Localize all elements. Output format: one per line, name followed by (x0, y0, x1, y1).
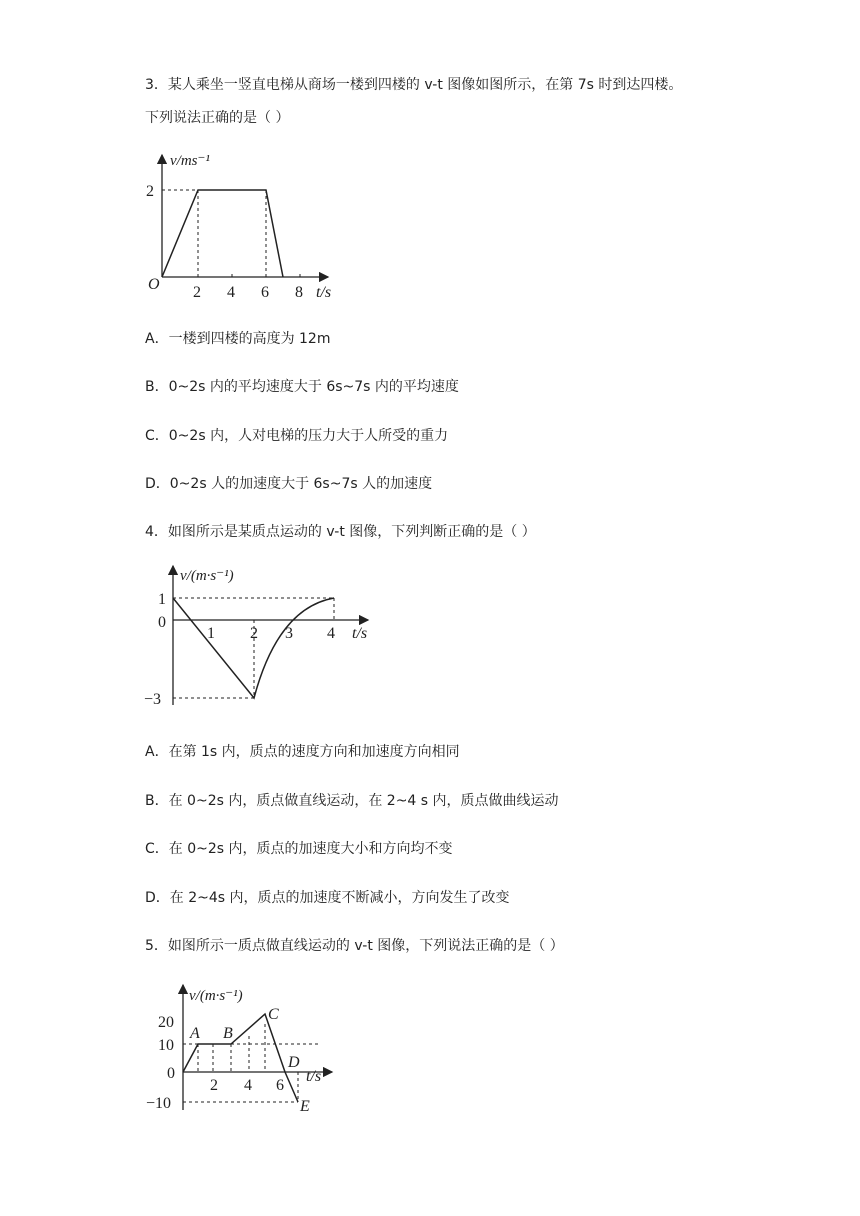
q5-x-tick: 4 (244, 1077, 252, 1094)
q3-option-b: B．0~2s 内的平均速度大于 6s~7s 内的平均速度 (145, 379, 459, 395)
q5-point-e: E (300, 1098, 310, 1115)
q3-y-label: v/ms⁻¹ (170, 153, 210, 169)
q4-y-label: v/(m·s⁻¹) (180, 568, 234, 584)
q5-y-tick: −10 (146, 1095, 172, 1112)
q5-vt-graph (140, 980, 350, 1120)
q3-x-tick: 8 (295, 284, 303, 301)
q5-point-d: D (288, 1054, 300, 1071)
q3-velocity-curve (162, 190, 283, 277)
q3-option-d: D．0~2s 人的加速度大于 6s~7s 人的加速度 (145, 476, 433, 492)
q4-option-b: B．在 0~2s 内，质点做直线运动，在 2~4 s 内，质点做曲线运动 (145, 793, 559, 809)
q5-point-b: B (223, 1025, 233, 1042)
q4-y-tick: 0 (158, 614, 166, 631)
q3-x-label: t/s (316, 284, 332, 301)
q3-x-tick: 6 (261, 284, 269, 301)
q3-vt-graph (140, 145, 350, 305)
q4-x-tick: 4 (327, 625, 335, 642)
q4-x-label: t/s (352, 625, 368, 642)
q4-stem: 4．如图所示是某质点运动的 v-t 图像，下列判断正确的是（ ） (145, 524, 536, 540)
q4-option-a: A．在第 1s 内，质点的速度方向和加速度方向相同 (145, 744, 460, 760)
q3-option-a: A．一楼到四楼的高度为 12m (145, 331, 331, 347)
q5-y-tick: 0 (167, 1065, 175, 1082)
q3-y-tick: 2 (146, 183, 154, 200)
q5-x-tick: 2 (210, 1077, 218, 1094)
q4-y-tick: −3 (144, 691, 162, 708)
q5-x-label: t/s (306, 1068, 322, 1085)
q4-option-c: C．在 0~2s 内，质点的加速度大小和方向均不变 (145, 841, 453, 857)
q4-vt-graph (140, 560, 390, 720)
q5-y-label: v/(m·s⁻¹) (189, 988, 243, 1004)
q5-y-tick: 20 (158, 1014, 174, 1031)
q4-option-d: D．在 2~4s 内，质点的加速度不断减小，方向发生了改变 (145, 890, 510, 906)
q5-stem: 5．如图所示一质点做直线运动的 v-t 图像，下列说法正确的是（ ） (145, 938, 564, 954)
q3-stem-line2: 下列说法正确的是（ ） (145, 110, 290, 126)
q5-y-tick: 10 (158, 1037, 174, 1054)
q4-x-tick: 3 (285, 625, 293, 642)
q3-x-tick: 4 (227, 284, 235, 301)
q3-option-c: C．0~2s 内，人对电梯的压力大于人所受的重力 (145, 428, 449, 444)
q3-stem-line1: 3．某人乘坐一竖直电梯从商场一楼到四楼的 v-t 图像如图所示，在第 7s 时到达四楼。 (145, 77, 683, 93)
q3-x-tick: 2 (193, 284, 201, 301)
q4-x-tick: 1 (207, 625, 215, 642)
q5-x-tick: 6 (276, 1077, 284, 1094)
q5-point-a: A (190, 1025, 200, 1042)
q4-x-tick: 2 (250, 625, 258, 642)
q4-y-tick: 1 (158, 591, 166, 608)
q5-point-c: C (268, 1006, 279, 1023)
q3-origin-label: O (148, 276, 160, 293)
